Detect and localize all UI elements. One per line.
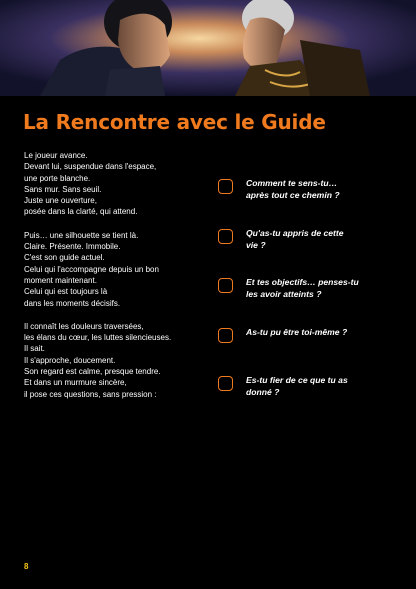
page-number: 8	[24, 562, 29, 571]
checkbox[interactable]	[218, 278, 233, 293]
checkbox[interactable]	[218, 376, 233, 391]
stanza-line: les élans du cœur, les luttes silencieuses.	[24, 333, 172, 343]
stanza-line: Puis… une silhouette se tient là.	[24, 230, 139, 240]
question-text	[246, 375, 396, 398]
stanza-line: Juste une ouverture,	[24, 196, 97, 206]
stanza-line: Claire. Présente. Immobile.	[24, 242, 121, 252]
stanza-line: il pose ces questions, sans pression :	[24, 389, 157, 399]
question-item[interactable]	[218, 178, 408, 201]
question-text	[246, 178, 396, 201]
stanza-line: posée dans la clarté, qui attend.	[24, 207, 138, 217]
stanza-line: moment maintenant.	[24, 275, 97, 285]
stanza-line: Son regard est calme, presque tendre.	[24, 367, 161, 377]
stanza-line: Il connaît les douleurs traversées,	[24, 321, 144, 331]
stanza-line: Il s'approche, doucement.	[24, 355, 116, 365]
question-line: les avoir atteints ?	[246, 288, 322, 299]
question-item[interactable]	[218, 375, 408, 398]
stanza	[24, 150, 204, 218]
question-item[interactable]	[218, 228, 408, 251]
stanza-line: Et dans un murmure sincère,	[24, 378, 127, 388]
stanza-line: une porte blanche.	[24, 173, 91, 183]
narrative-text	[24, 150, 204, 412]
question-item[interactable]	[218, 327, 408, 343]
question-text	[246, 228, 396, 251]
checkbox[interactable]	[218, 328, 233, 343]
question-line: Qu'as-tu appris de cette	[246, 228, 344, 238]
stanza-line: Sans mur. Sans seuil.	[24, 184, 102, 194]
question-line: As-tu pu être toi-même ?	[246, 327, 348, 337]
question-line: Et tes objectifs… penses-tu	[246, 277, 359, 287]
question-text	[246, 327, 396, 339]
stanza-line: C'est son guide actuel.	[24, 253, 105, 263]
question-line: vie ?	[246, 239, 266, 250]
checkbox[interactable]	[218, 179, 233, 194]
stanza-line: Celui qui l'accompagne depuis un bon	[24, 264, 159, 274]
checkbox[interactable]	[218, 229, 233, 244]
page-title: La Rencontre avec le Guide	[23, 110, 326, 134]
question-text	[246, 277, 396, 300]
question-item[interactable]	[218, 277, 408, 300]
question-line: Es-tu fier de ce que tu as	[246, 375, 348, 385]
stanza-line: dans les moments décisifs.	[24, 298, 121, 308]
stanza	[24, 321, 204, 400]
stanza	[24, 230, 204, 309]
stanza-line: Devant lui, suspendue dans l'espace,	[24, 162, 157, 172]
question-line: donné ?	[246, 386, 280, 397]
hero-image	[0, 0, 416, 96]
stanza-line: Celui qui est toujours là	[24, 287, 108, 297]
question-line: après tout ce chemin ?	[246, 189, 340, 200]
stanza-line: Il sait.	[24, 344, 45, 354]
stanza-line: Le joueur avance.	[24, 151, 88, 160]
question-line: Comment te sens-tu…	[246, 178, 338, 188]
